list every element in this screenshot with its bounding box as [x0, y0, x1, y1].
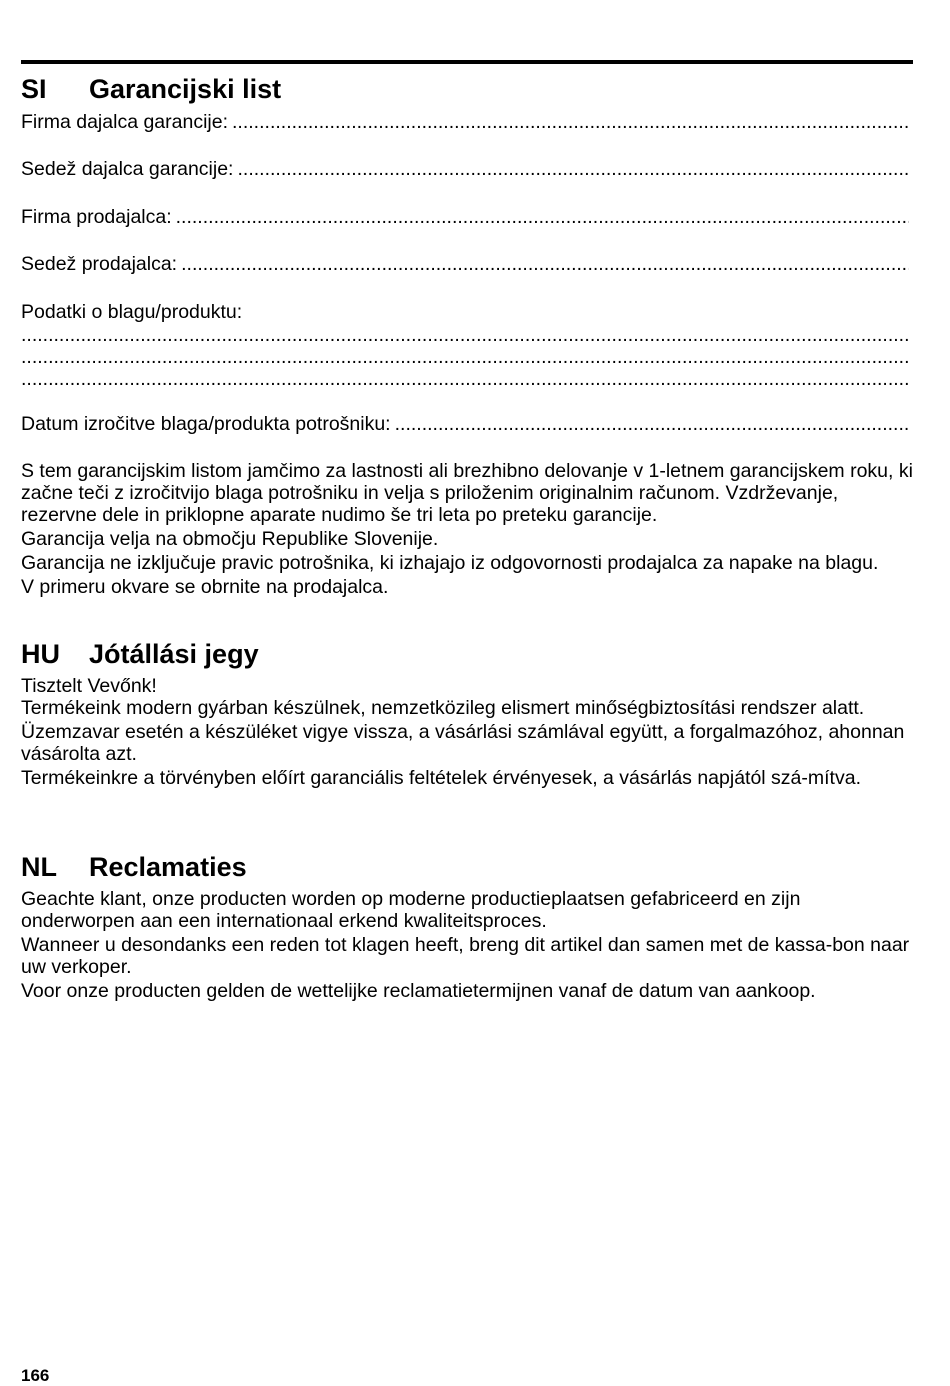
dotted-fill — [181, 253, 909, 275]
si-field-warrantor[interactable] — [21, 111, 909, 133]
hu-title: Jótállási jegy — [89, 639, 259, 669]
dotted-fill — [237, 158, 909, 180]
paragraph: Garancija ne izključuje pravic potrošnika, ki izhajajo iz odgovornosti prodajalca za napake na blagu. — [21, 552, 879, 574]
si-product-line-2[interactable] — [21, 346, 909, 368]
dotted-fill — [395, 413, 909, 435]
paragraph: Garancija velja na območju Republike Slovenije. — [21, 528, 439, 550]
si-code: SI — [21, 74, 47, 104]
top-rule — [21, 60, 913, 64]
si-field-seller-seat[interactable] — [21, 253, 909, 275]
paragraph: Termékeink modern gyárban készülnek, nemzetközileg elismert minőségbiztosítási rendszer alatt. — [21, 697, 865, 719]
paragraph: Termékeinkre a törvényben előírt garanciális feltételek érvényesek, a vásárlás napjától szá-mítva. — [21, 767, 861, 789]
si-product-line-1[interactable] — [21, 324, 909, 346]
si-heading — [21, 74, 913, 104]
paragraph: Tisztelt Vevőnk! — [21, 675, 157, 697]
si-title: Garancijski list — [89, 74, 282, 104]
paragraph: Voor onze producten gelden de wettelijke reclamatietermijnen vanaf de datum van aankoop. — [21, 980, 816, 1002]
field-label: Sedež dajalca garancije: — [21, 158, 234, 180]
page-number: 166 — [21, 1366, 50, 1385]
hu-heading — [21, 639, 913, 669]
si-field-seller[interactable] — [21, 206, 909, 228]
paragraph: S tem garancijskim listom jamčimo za lastnosti ali brezhibno delovanje v 1-letnem garancijskem roku, ki začne teči z izročitvijo blaga potrošniku in velja s priloženim originalnim računom. Vzdrževanje, rezervne dele in priklopne aparate nudimo še tri leta po preteku garancije. — [21, 460, 913, 526]
field-label: Datum izročitve blaga/produkta potrošniku: — [21, 413, 391, 435]
si-field-warrantor-seat[interactable] — [21, 158, 909, 180]
si-field-delivery-date[interactable] — [21, 413, 909, 435]
dotted-fill — [21, 346, 909, 368]
nl-heading — [21, 852, 913, 882]
si-terms — [21, 460, 913, 598]
field-label: Podatki o blagu/produktu: — [21, 301, 243, 323]
nl-title: Reclamaties — [89, 852, 247, 882]
field-label: Firma prodajalca: — [21, 206, 172, 228]
field-label: Firma dajalca garancije: — [21, 111, 229, 133]
si-product-line-3[interactable] — [21, 368, 909, 390]
nl-terms — [21, 888, 913, 1002]
dotted-fill — [176, 206, 909, 228]
field-label: Sedež prodajalca: — [21, 253, 178, 275]
dotted-fill — [21, 324, 909, 346]
si-product-label — [21, 301, 909, 323]
paragraph: Üzemzavar esetén a készüléket vigye vissza, a vásárlási számlával együtt, a forgalmazóhoz, ahonnan vásárolta azt. — [21, 721, 905, 765]
nl-code: NL — [21, 852, 57, 882]
hu-terms — [21, 675, 913, 789]
hu-code: HU — [21, 639, 60, 669]
paragraph: Wanneer u desondanks een reden tot klagen heeft, breng dit artikel dan samen met de kassa-bon naar uw verkoper. — [21, 934, 910, 978]
paragraph: Geachte klant, onze producten worden op moderne productieplaatsen gefabriceerd en zijn onderworpen aan een internationaal erkend kwaliteitsproces. — [21, 888, 801, 932]
paragraph: V primeru okvare se obrnite na prodajalca. — [21, 576, 389, 598]
dotted-fill — [21, 368, 909, 390]
dotted-fill — [232, 111, 909, 133]
